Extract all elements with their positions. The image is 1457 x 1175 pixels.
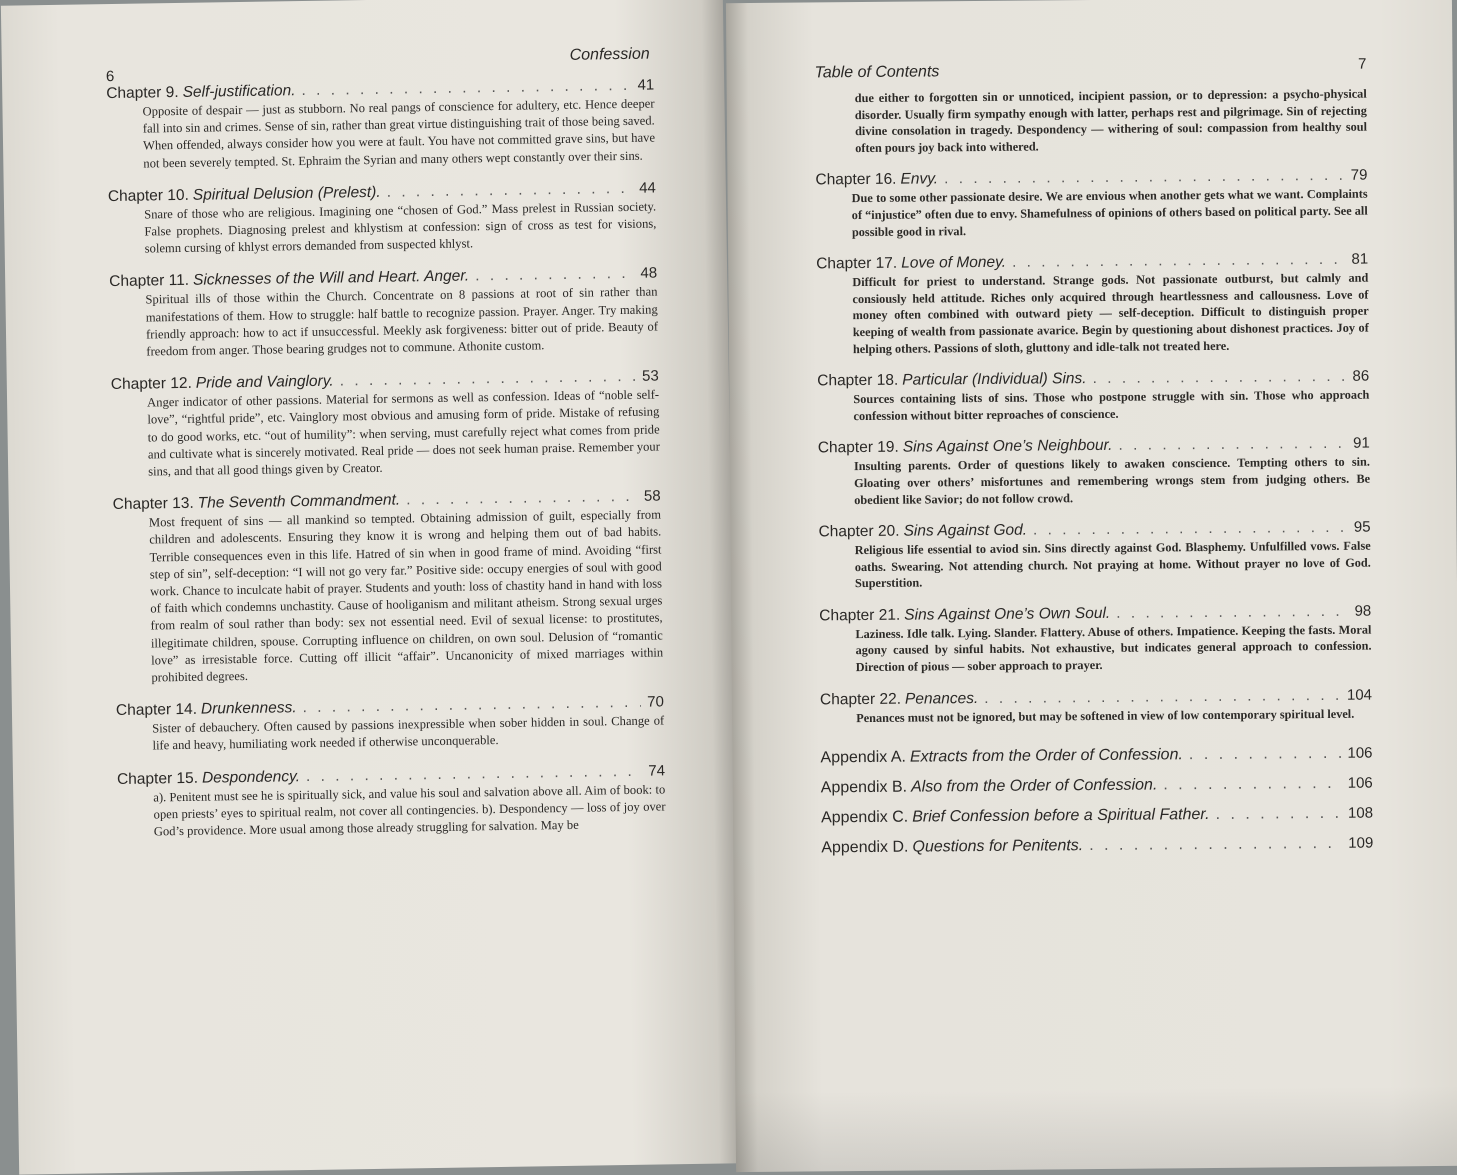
appendix-entry xyxy=(821,774,1373,799)
chapter-label: Chapter 12. xyxy=(110,375,192,394)
chapter-summary: Opposite of despair — just as stubborn. No real pangs of conscience for adultery, etc. Hence deeper fall into sin and crimes. Sense of sin, rather than great virtue distinguishing trait of those being saved. When offended, always consider how you were at fault. You have not committed grave sins, but have not been severely tempted. St. Ephraim the Syrian and many others wept constantly over their sins. xyxy=(142,96,656,171)
chapter-label: Chapter 21. xyxy=(819,606,901,625)
toc-entry xyxy=(111,367,661,482)
toc-entry xyxy=(817,367,1369,425)
chapter-page: 95 xyxy=(1353,518,1371,536)
chapter-page: 41 xyxy=(637,76,655,94)
toc-entry-heading xyxy=(821,804,1373,829)
dot-leader xyxy=(1089,834,1342,856)
dot-leader xyxy=(1163,774,1342,796)
chapter-summary: Penances must not be ignored, but may be softened in view of low contemporary spiritual level. xyxy=(856,706,1355,725)
chapter-summary: Most frequent of sins — all mankind so tempted. Obtaining admission of guilt, especially from children and adolescents. Ensuring they know it is wrong and helping them out of bad habits. Terrible consequences even in this life. Hatred of sin when in good frame of mind. Avoiding “first step of sin”, self-deception: “I will not go very far.” Positive side: occupy energies of soul with good work. Chance to inculcate habit of prayer. Students and youth: loss of chastity hand in hand with loss of faith which condemns unchastity. Cause of hooliganism and militant atheism. Strong sexual urges from realm of soul rather than body: sex not essential need. Evil of sexual license: to prostitutes, illegitimate children, spouse. Corrupting influence on children, on own soul. Delusion of “romantic love” as irresistable force. Cutting off illicit “affair”. Uncanonicity of mixed marriages within prohibited degrees. xyxy=(148,507,664,685)
appendix-page: 106 xyxy=(1347,744,1373,763)
appendix-label: Appendix A. xyxy=(820,748,906,767)
chapter-title: Self-justification. xyxy=(182,82,296,101)
toc-entry xyxy=(818,434,1371,509)
toc-entry xyxy=(819,601,1372,676)
toc-entry xyxy=(820,685,1372,726)
chapter-title: Love of Money. xyxy=(901,253,1007,272)
chapter-summary: Spiritual ills of those within the Church. Concentrate on 8 passions at root of sin rather than manifestations of them. How to struggle: half battle to recognize passion. Prayer. Anger. Try making friendly approach: how to act if unsuccessful. Meekly ask forgiveness: bitter out of pride. Beauty of freedom from anger. Those bearing grudges not to commune. Athonite custom. xyxy=(145,284,659,359)
appendix-label: Appendix D. xyxy=(821,838,909,857)
toc-entry-heading xyxy=(821,834,1373,859)
chapter-title: Penances. xyxy=(904,689,979,708)
chapter-summary: a). Penitent must see he is spiritually sick, and value his soul and salvation above all. Aim of book: to open priests’ eyes to spiritual realm, not cover all contingencies. b). Despondency — loss of joy over God’s providence. More usual among those already struggling for salvation. May be xyxy=(153,782,666,839)
appendix-label: Appendix C. xyxy=(820,808,909,827)
appendix-title: Questions for Penitents. xyxy=(912,837,1084,856)
toc-entry-heading xyxy=(821,774,1373,799)
chapter-page: 74 xyxy=(648,762,666,780)
chapter-title: Sins Against One’s Neighbour. xyxy=(902,437,1113,456)
chapter-title: Sins Against One’s Own Soul. xyxy=(904,604,1111,624)
chapter-page: 48 xyxy=(640,264,658,283)
chapter-page: 81 xyxy=(1351,250,1369,268)
dot-leader xyxy=(984,686,1341,709)
chapter-summary: Laziness. Idle talk. Lying. Slander. Flattery. Abuse of others. Impatience. Keeping the fasts. Moral agony caused by sinful habits. Not exhaustive, but indicates general approach to confession. Direction of pious — sober approach to prayer. xyxy=(855,622,1372,675)
appendix-label: Appendix B. xyxy=(820,778,908,797)
appendix-list xyxy=(820,744,1373,859)
chapter-label: Chapter 9. xyxy=(106,83,179,103)
appendix-title: Extracts from the Order of Confession. xyxy=(909,746,1183,766)
appendix-entry xyxy=(820,744,1372,769)
chapter-page: 53 xyxy=(641,367,659,385)
page-number: 7 xyxy=(1358,55,1367,73)
toc-entry xyxy=(109,264,658,361)
toc-entry xyxy=(113,487,664,688)
dot-leader xyxy=(1215,804,1342,825)
dot-leader xyxy=(475,264,635,287)
toc-entry xyxy=(818,518,1371,593)
chapter-title: Envy. xyxy=(900,170,939,189)
chapter-summary: Anger indicator of other passions. Material for sermons as well as confession. Ideas of “noble self-love”, “rightful pride”, etc. Vainglory most obvious and amusing form of pride. Mistake of refusing to do good works, etc. “out of humility”: when serving, must carefully reject what comes from pride and cultivate what is sincerely motivated. Real pride — does not seek human praise. Remember your sins, and that all good things given by Creator. xyxy=(147,387,660,479)
chapter-summary: Due to some other passionate desire. We are envious when another gets what we want. Complaints of “injustice” often due to envy. Shamefulness of opinions of others based on political party. See all possible good in rival. xyxy=(851,186,1368,239)
page-number: 6 xyxy=(105,67,115,86)
appendix-entry xyxy=(821,834,1373,859)
chapter-summary: Religious life essential to aviod sin. Sins directly against God. Blasphemy. Unfulfilled vows. False oaths. Swearing. Not attending church. Not praying at home. Without prayer no love of God. Superstition. xyxy=(854,538,1371,591)
dot-leader xyxy=(1033,518,1348,541)
continued-summary: due either to forgotten sin or unnoticed, incipient passion, or to depression: a psycho-physical disorder. Usually firm sympathy enough with latter, perhaps rest and pilgrimage. Sin of rejecting divine consolation in tragedy. Despondency — withering of soul: compassion from healthy soul often pours joy back into withered. xyxy=(854,86,1368,155)
toc-entry xyxy=(108,178,657,258)
dot-leader xyxy=(1118,434,1347,456)
chapter-title: The Seventh Commandment. xyxy=(197,491,401,512)
chapter-title: Spiritual Delusion (Prelest). xyxy=(192,183,381,204)
chapter-label: Chapter 19. xyxy=(817,439,899,457)
chapter-page: 44 xyxy=(638,179,656,197)
chapter-page: 79 xyxy=(1350,166,1368,185)
chapter-label: Chapter 13. xyxy=(112,495,194,514)
toc-entry xyxy=(815,166,1368,241)
dot-leader xyxy=(1116,602,1349,624)
chapter-summary: Insulting parents. Order of questions likely to awaken conscience. Tempting others to sin. Gloating over others’ misfortunes and remembering wrongs stem from judging others. Be obedient like Savior; do not follow crowd. xyxy=(853,454,1371,507)
chapter-label: Chapter 11. xyxy=(109,272,190,291)
chapter-label: Chapter 15. xyxy=(116,769,199,788)
running-head xyxy=(814,56,1366,91)
dot-leader xyxy=(1092,367,1346,389)
chapter-label: Chapter 16. xyxy=(815,171,897,189)
chapter-label: Chapter 22. xyxy=(819,690,902,709)
chapter-label: Chapter 10. xyxy=(107,186,189,205)
chapter-page: 104 xyxy=(1346,686,1373,704)
chapter-summary: Sources containing lists of sins. Those who postpone struggle with sin. Those who approach confession without bitter reproaches of conscience. xyxy=(853,387,1370,423)
running-head-title: Table of Contents xyxy=(814,63,940,82)
chapter-label: Chapter 17. xyxy=(816,254,898,273)
right-page xyxy=(726,0,1457,1172)
chapter-title: Pride and Vainglory. xyxy=(195,372,334,392)
toc-entry xyxy=(116,693,665,756)
appendix-entry xyxy=(821,804,1373,829)
left-page xyxy=(1,0,741,1175)
appendix-title: Brief Confession before a Spiritual Father. xyxy=(912,806,1210,826)
chapter-summary: Difficult for priest to understand. Strange gods. Not passionate outburst, but calmly and consiously held attitude. Riches only acquired through heartlessness and callousness. Love of money often combined with outward piety — self-deception. Difficult to distinguish proper keeping of wealth from passionate avarice. Begin by questioning about dishonest practices. Joy of helping others. Passions of sloth, gluttony and idle-talk not treated here. xyxy=(852,270,1369,356)
chapter-title: Drunkenness. xyxy=(200,699,297,718)
chapter-page: 58 xyxy=(643,487,661,505)
chapter-page: 86 xyxy=(1352,367,1370,385)
chapter-page: 91 xyxy=(1353,434,1370,453)
chapter-summary: Sister of debauchery. Often caused by passions inexpressible when sober hidden in soul. Change of life and heavy, humiliating work needed if otherwise unconquerable. xyxy=(152,713,665,753)
chapter-page: 70 xyxy=(647,693,665,711)
running-head-title: Confession xyxy=(569,45,650,64)
chapter-title: Sins Against God. xyxy=(903,521,1028,540)
chapter-title: Despondency. xyxy=(201,767,301,787)
chapter-label: Chapter 18. xyxy=(817,371,899,390)
chapter-label: Chapter 20. xyxy=(818,522,900,541)
toc-entry xyxy=(106,75,655,172)
chapter-label: Chapter 14. xyxy=(115,701,198,720)
dot-leader xyxy=(1189,744,1342,765)
toc-entry-heading xyxy=(820,744,1372,769)
appendix-title: Also from the Order of Confession. xyxy=(910,776,1158,796)
chapter-summary: Snare of those who are religious. Imagining one “chosen of God.” Mass prelest in Russian society. False prophets. Diagnosing prelest and khlystism at confession: sign of cross as test for visions, solemn cursing of khlyst errors demanded from suspected khlyst. xyxy=(144,199,657,256)
toc-entry xyxy=(816,250,1369,358)
chapter-title: Particular (Individual) Sins. xyxy=(902,370,1087,389)
appendix-page: 108 xyxy=(1347,804,1374,823)
appendix-page: 109 xyxy=(1348,834,1374,853)
appendix-page: 106 xyxy=(1347,774,1373,793)
toc-entry xyxy=(117,761,666,841)
chapter-title: Sicknesses of the Will and Heart. Anger. xyxy=(192,267,470,290)
chapter-page: 98 xyxy=(1354,602,1372,620)
